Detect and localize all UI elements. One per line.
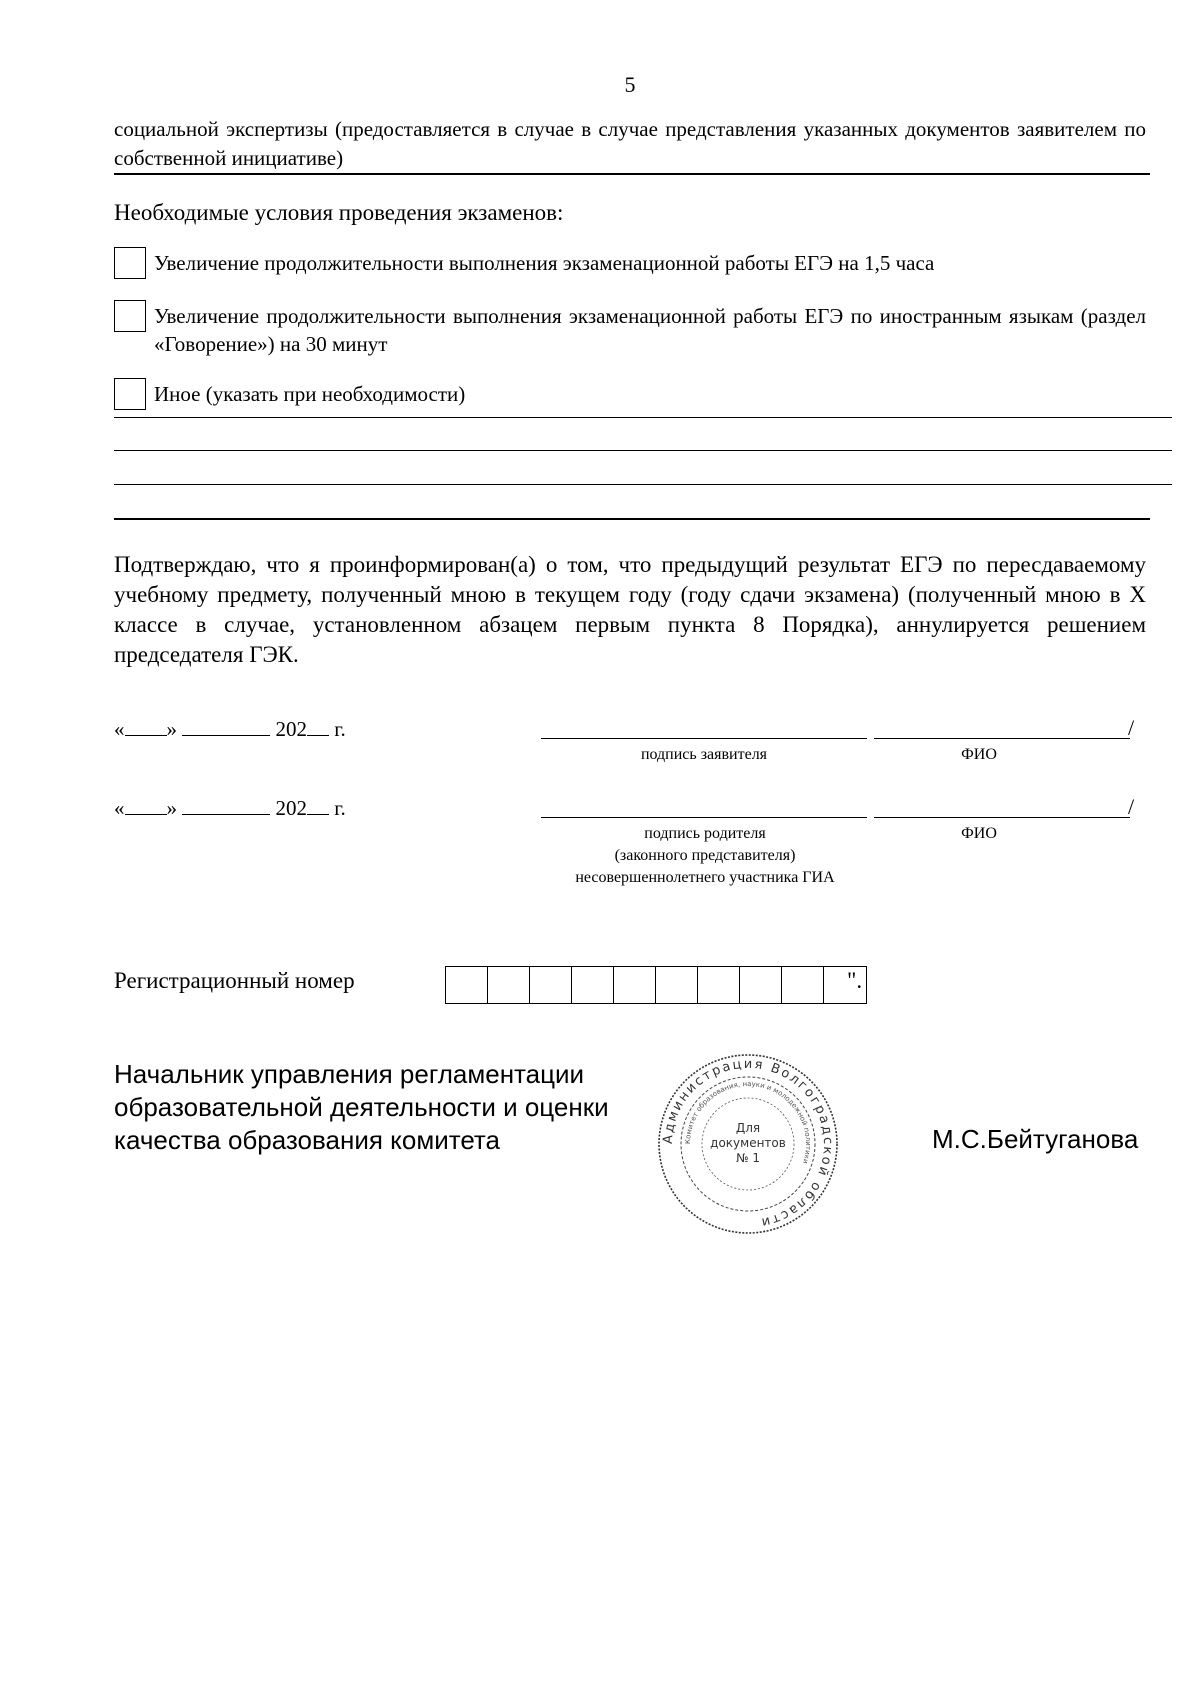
parent-fio-line[interactable]	[874, 817, 1130, 818]
parent-signature-line[interactable]	[541, 817, 867, 818]
year-blank[interactable]	[307, 735, 329, 736]
other-input-line-3[interactable]	[114, 484, 1172, 485]
section-divider	[114, 173, 1150, 175]
condition-option-2	[114, 302, 1146, 358]
condition-option-3	[114, 380, 1146, 410]
page-number: 5	[624, 72, 636, 97]
stamp-ring-text: Администрация Волгоградской области	[660, 1056, 836, 1231]
registration-cell[interactable]	[572, 967, 614, 1003]
month-blank[interactable]	[182, 814, 270, 815]
fio-slash: /	[1128, 715, 1135, 740]
registration-cell[interactable]	[446, 967, 488, 1003]
registration-number-grid	[445, 966, 867, 1004]
registration-cell[interactable]	[488, 967, 530, 1003]
confirmation-text: Подтверждаю, что я проинформирован(а) о том, что предыдущий результат ЕГЭ по пересдаваемому учебному предмету, полученный мною в текущем году (году сдачи экзамена) (полученный мною в X классе в случае, установленном абзацем первым пункта 8 Порядка), аннулируется решением председателя ГЭК.	[114, 552, 1146, 667]
condition-checkbox-1[interactable]	[114, 247, 146, 279]
applicant-fio-caption: ФИО	[961, 746, 997, 763]
registration-cell[interactable]	[656, 967, 698, 1003]
parent-signature-caption: подпись родителя (законного представителя) несовершеннолетнего участника ГИА	[575, 825, 835, 886]
parent-date[interactable]: « » 202 г.	[114, 796, 346, 820]
intro-text: социальной экспертизы (предоставляется в случае в случае представления указанных документов заявителем по собственной инициативе)	[114, 117, 1146, 170]
section-divider-2	[114, 518, 1150, 520]
condition-label-3: Иное (указать при необходимости)	[154, 382, 466, 406]
official-stamp	[656, 1052, 840, 1236]
conditions-heading: Необходимые условия проведения экзаменов:	[114, 200, 564, 225]
official-title: Начальник управления регламентации образовательной деятельности и оценки качества образования комитета	[114, 1059, 609, 1155]
applicant-signature-caption: подпись заявителя	[640, 746, 768, 763]
applicant-date[interactable]: « » 202 г.	[114, 717, 346, 741]
registration-cell[interactable]	[698, 967, 740, 1003]
applicant-fio-line[interactable]	[874, 738, 1130, 739]
other-input-line-1[interactable]	[114, 417, 1172, 418]
month-blank[interactable]	[182, 735, 270, 736]
registration-cell[interactable]	[530, 967, 572, 1003]
condition-checkbox-2[interactable]	[114, 300, 146, 332]
condition-option-1	[114, 249, 1146, 279]
year-blank[interactable]	[307, 814, 329, 815]
registration-label: Регистрационный номер	[114, 968, 355, 993]
registration-cell[interactable]	[782, 967, 824, 1003]
applicant-signature-line[interactable]	[541, 738, 867, 739]
parent-fio-caption: ФИО	[961, 825, 997, 842]
day-blank[interactable]	[125, 735, 167, 736]
stamp-center-line-2: документов	[710, 1136, 786, 1150]
condition-label-1: Увеличение продолжительности выполнения экзаменационной работы ЕГЭ на 1,5 часа	[154, 251, 935, 275]
registration-cell[interactable]	[740, 967, 782, 1003]
stamp-center-line-1: Для	[735, 1121, 761, 1135]
condition-label-2: Увеличение продолжительности выполнения экзаменационной работы ЕГЭ по иностранным языкам (раздел «Говорение») на 30 минут	[154, 304, 1146, 356]
registration-tail: ".	[847, 968, 863, 993]
official-name: М.С.Бейтуганова	[932, 1124, 1139, 1154]
other-input-line-2[interactable]	[114, 450, 1172, 451]
day-blank[interactable]	[125, 814, 167, 815]
registration-cell[interactable]	[614, 967, 656, 1003]
fio-slash: /	[1128, 794, 1135, 819]
stamp-center-line-3: № 1	[736, 1151, 760, 1165]
stamp-inner-text: Комитет образования, науки и молодежной политики	[683, 1079, 813, 1165]
condition-checkbox-3[interactable]	[114, 378, 146, 410]
